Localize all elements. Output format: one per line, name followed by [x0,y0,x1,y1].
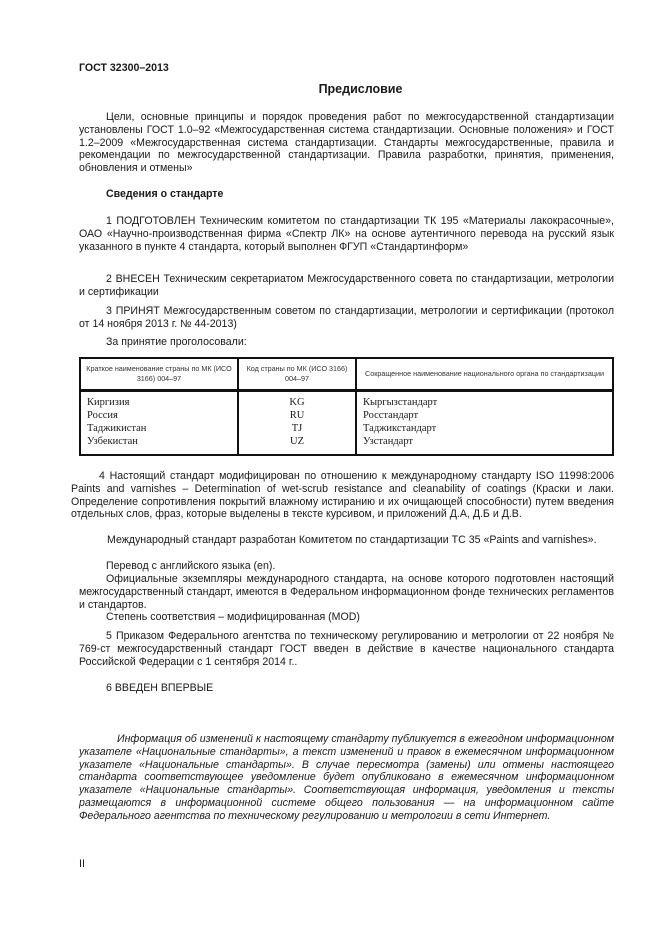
item-2: 2 ВНЕСЕН Техническим секретариатом Межгосударственного совета по стандартизации, метрологии и сертификации [79,273,614,298]
cell: Росстандарт [363,410,419,421]
voted-label: За принятие проголосовали: [106,336,247,348]
cell: Киргизия [87,397,130,408]
item-4: 4 Настоящий стандарт модифицирован по отношению к международному стандарту ISO 11998:2006 Paints and varnishes – Determination of wet-scrub resistance and cleanability of coatings (Краски и лаки. Определение сопротивления покрытий влажному истиранию и их очищающей способности) путем введения отдельных слов, фраз, которые выделены в тексте курсивом, и приложений Д.А, Д.Б и Д.В. [71,470,614,521]
cell: Таджикистан [87,423,147,434]
item-5: 5 Приказом Федерального агентства по техническому регулированию и метрологии от 22 ноября № 769-ст межгосударственный стандарт ГОСТ введен в действие в качестве национального стандарта Российской Федерации с 1 сентября 2014 г.. [79,630,614,668]
cell: Таджикстандарт [363,423,437,434]
agency-cell [356,391,613,456]
cell: Россия [87,410,118,421]
section-heading: Сведения о стандарте [106,188,224,200]
cell: Узбекистан [87,436,138,447]
page-number: II [79,858,85,870]
notice-paragraph: Информация об изменений к настоящему стандарту публикуется в ежегодном информационном указателе «Национальные стандарты», а текст изменений и правок в ежемесячном информационном указателе «Национальные стандарты». В случае пересмотра (замены) или отмены настоящего стандарта соответствующее уведомление будет опубликовано в ежемесячном информационном указателе «Национальные стандарты». Соответствующая информация, уведомления и тексты размещаются в информационной системе общего пользования — на информационном сайте Федерального агентства по техническому регулированию и метрологии в сети Интернет. [79,733,614,822]
page-title: Предисловие [318,82,403,96]
table-header-row [80,358,613,391]
intro-paragraph: Цели, основные принципы и порядок проведения работ по межгосударственной стандартизации установлены ГОСТ 1.0–92 «Межгосударственная система стандартизации. Основные положения» и ГОСТ 1.2–2009 «Межгосударственная система стандартизации. Стандарты межгосударственные, правила и рекомендации по межгосударственной стандартизации. Правила разработки, принятия, применения, обновления и отмены» [79,111,614,175]
column-header: Сокращенное наименование национального органа по стандартизации [356,358,613,391]
item-4-committee: Международный стандарт разработан Комитетом по стандартизации ТС 35 «Paints and varnishes». [107,534,597,546]
countries-table [79,357,614,456]
cell: UZ [290,436,304,447]
country-cell [80,391,238,456]
cell: Кыргызстандарт [363,397,438,408]
code-cell [238,391,356,456]
item-6: 6 ВВЕДЕН ВПЕРВЫЕ [106,682,214,694]
table-row [80,391,613,456]
cell: KG [289,397,305,408]
cell: Узстандарт [363,436,414,447]
item-4-official: Официальные экземпляры международного стандарта, на основе которого подготовлен настоящий межгосударственный стандарт, имеются в Федеральном информационном фонде технических регламентов и стандартов. [79,573,614,611]
item-4-translation: Перевод с английского языка (en). [106,560,276,572]
document-header: ГОСТ 32300–2013 [79,62,169,74]
column-header: Код страны по МК (ИСО 3166) 004–97 [238,358,356,391]
item-1: 1 ПОДГОТОВЛЕН Техническим комитетом по стандартизации ТК 195 «Материалы лакокрасочные», ОАО «Научно-производственная фирма «Спектр ЛК» на основе аутентичного перевода на русский язык указанного в пункте 4 стандарта, который выполнен ФГУП «Стандартинформ» [79,215,614,253]
cell: TJ [291,423,303,434]
cell: RU [289,410,305,421]
item-3: 3 ПРИНЯТ Межгосударственным советом по стандартизации, метрологии и сертификации (протокол от 14 ноября 2013 г. № 44-2013) [79,305,614,330]
column-header: Краткое наименование страны по МК (ИСО 3166) 004–97 [80,358,238,391]
item-4-degree: Степень соответствия – модифицированная (MOD) [106,611,360,623]
